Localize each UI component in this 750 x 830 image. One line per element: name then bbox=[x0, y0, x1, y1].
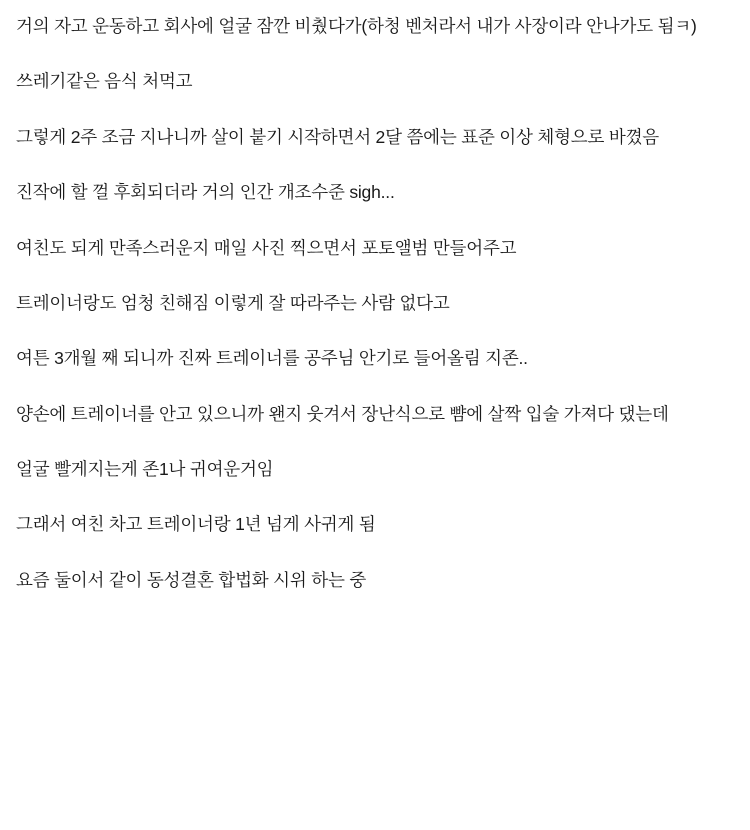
post-paragraph: 트레이너랑도 엄청 친해짐 이렇게 잘 따라주는 사람 없다고 bbox=[16, 292, 450, 313]
post-paragraph: 요즘 둘이서 같이 동성결혼 합법화 시위 하는 중 bbox=[16, 569, 367, 590]
post-paragraph: 진작에 할 껄 후회되더라 거의 인간 개조수준 sigh... bbox=[16, 182, 395, 203]
post-paragraph: 그래서 여친 차고 트레이너랑 1년 넘게 사귀게 됨 bbox=[16, 514, 376, 535]
post-paragraph: 그렇게 2주 조금 지나니까 살이 붙기 시작하면서 2달 쯤에는 표준 이상 체형으로 바꼈음 bbox=[16, 126, 659, 147]
post-paragraph: 여친도 되게 만족스러운지 매일 사진 찍으면서 포토앨범 만들어주고 bbox=[16, 237, 517, 258]
post-paragraph: 양손에 트레이너를 안고 있으니까 왠지 웃겨서 장난식으로 뺨에 살짝 입술 가져다 댔는데 bbox=[16, 403, 669, 424]
post-paragraph: 여튼 3개월 째 되니까 진짜 트레이너를 공주님 안기로 들어올림 지존.. bbox=[16, 348, 528, 369]
post-paragraph: 거의 자고 운동하고 회사에 얼굴 잠깐 비췄다가(하청 벤처라서 내가 사장이라 안나가도 됨ㅋ) bbox=[16, 16, 697, 36]
post-paragraph: 쓰레기같은 음식 처먹고 bbox=[16, 71, 193, 92]
post-paragraph: 얼굴 빨게지는게 존1나 귀여운거임 bbox=[16, 459, 274, 479]
